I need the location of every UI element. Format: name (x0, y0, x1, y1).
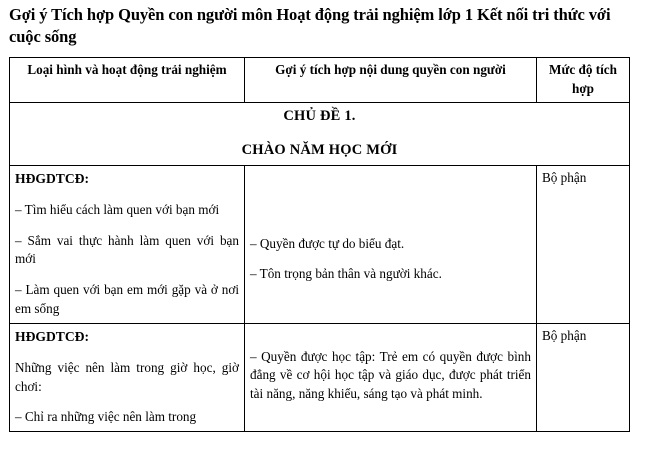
table-row (10, 165, 630, 323)
topic-banner-row (10, 103, 630, 165)
activity-item: – Tìm hiểu cách làm quen với bạn mới (15, 201, 220, 217)
table-row (10, 323, 630, 432)
page-title: Gợi ý Tích hợp Quyền con người môn Hoạt động trải nghiệm lớp 1 Kết nối tri thức với cuộc sống (9, 5, 611, 47)
integration-level-cell: Bộ phận (537, 323, 630, 432)
topic-banner-spacer (15, 127, 624, 140)
column-header-integration-level: Mức độ tích hợp (537, 58, 630, 103)
rights-item: – Quyền được học tập: Trẻ em có quyền được bình đẳng về cơ hội học tập và giáo dục, được phát triển tài năng, năng khiếu, sáng tạo và phát minh. (250, 348, 531, 402)
rights-content-cell (245, 323, 537, 432)
topic-name: CHÀO NĂM HỌC MỚI (241, 142, 398, 159)
integration-level-cell: Bộ phận (537, 165, 630, 323)
activity-item: – Sắm vai thực hành làm quen với bạn mới (15, 232, 239, 267)
table-header-row (10, 58, 630, 103)
activity-lead-label: HĐGDTCĐ: (15, 170, 90, 186)
activity-item: – Chỉ ra những việc nên làm trong (15, 409, 197, 425)
rights-content-cell (245, 165, 537, 323)
activity-cell (10, 165, 245, 323)
topic-number: CHỦ ĐỀ 1. (283, 108, 356, 125)
rights-item: – Quyền được tự do biểu đạt. (250, 235, 405, 251)
topic-banner-cell (10, 103, 630, 165)
activity-item: Những việc nên làm trong giờ học, giờ chơi: (15, 359, 239, 394)
human-rights-integration-table (9, 57, 630, 432)
column-header-activity-type: Loại hình và hoạt động trải nghiệm (10, 58, 245, 103)
rights-item: – Tôn trọng bản thân và người khác. (250, 266, 442, 282)
activity-lead-label: HĐGDTCĐ: (15, 328, 90, 344)
activity-item: – Làm quen với bạn em mới gặp và ở nơi em sống (15, 282, 239, 316)
column-header-rights-content: Gợi ý tích hợp nội dung quyền con người (245, 58, 537, 103)
activity-cell (10, 323, 245, 432)
